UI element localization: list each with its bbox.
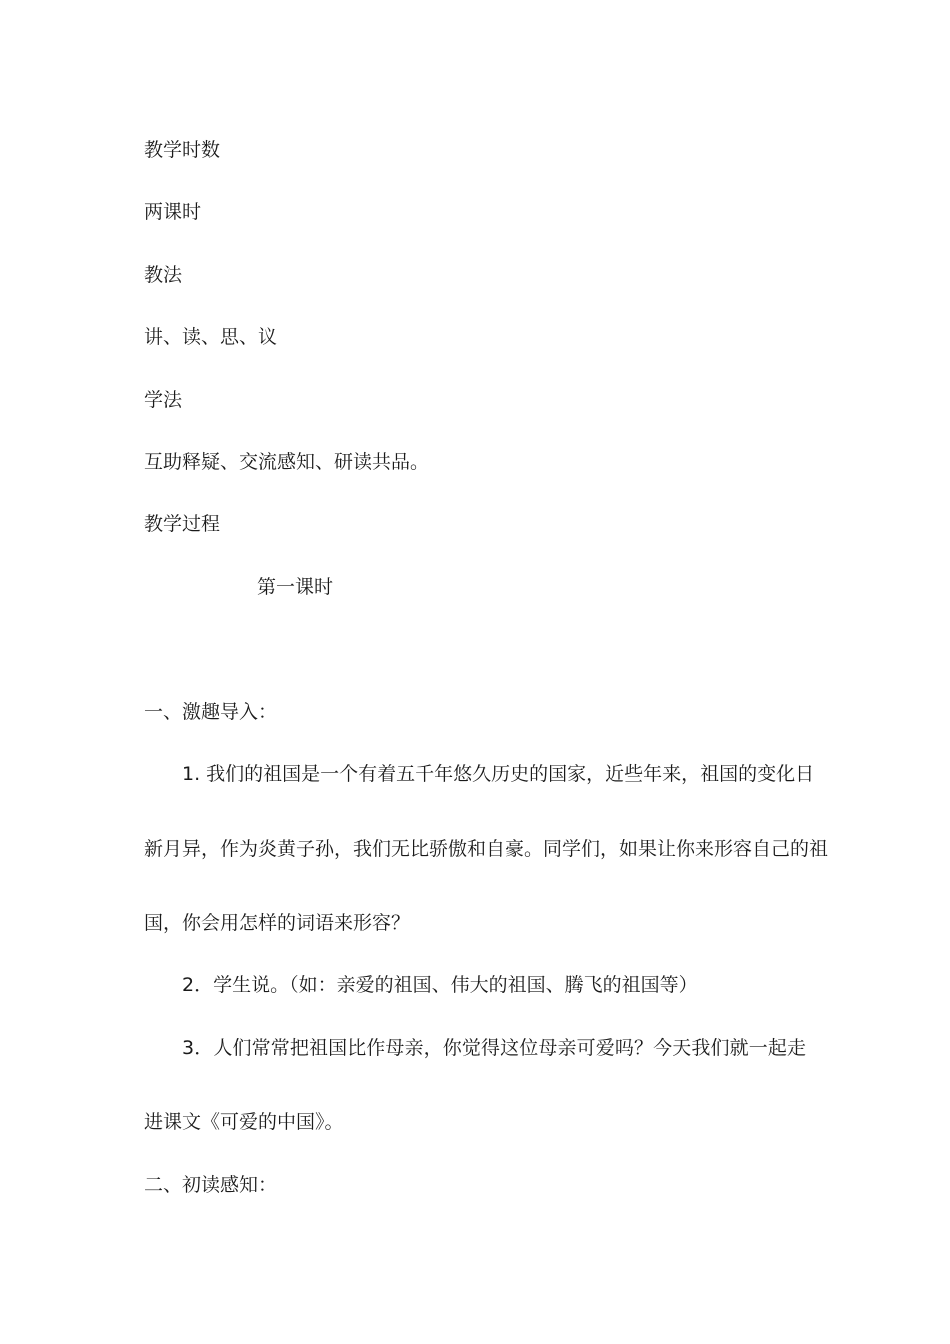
section-heading-intro: 一、激趣导入：	[144, 701, 278, 723]
heading-first-lesson: 第一课时	[257, 576, 334, 598]
paragraph-2: 2．学生说。（如：亲爱的祖国、伟大的祖国、腾飞的祖国等）	[182, 974, 698, 996]
heading-teaching-hours: 教学时数	[144, 139, 221, 161]
paragraph-1-line-1: 1. 我们的祖国是一个有着五千年悠久历史的国家，近些年来，祖国的变化日	[182, 763, 815, 785]
paragraph-1-line-2: 新月异，作为炎黄子孙，我们无比骄傲和自豪。同学们，如果让你来形容自己的祖	[144, 838, 829, 860]
heading-teaching-method: 教法	[144, 264, 183, 286]
heading-teaching-process: 教学过程	[144, 513, 221, 535]
text-learning-method: 互助释疑、交流感知、研读共品。	[144, 451, 430, 473]
paragraph-3-line-1: 3．人们常常把祖国比作母亲，你觉得这位母亲可爱吗？今天我们就一起走	[182, 1037, 806, 1059]
text-teaching-method: 讲、读、思、议	[144, 326, 278, 348]
paragraph-1-line-3: 国，你会用怎样的词语来形容？	[144, 912, 411, 934]
text-two-lessons: 两课时	[144, 201, 202, 223]
heading-learning-method: 学法	[144, 389, 183, 411]
paragraph-3-line-2: 进课文《可爱的中国》。	[144, 1111, 344, 1133]
section-heading-first-reading: 二、初读感知：	[144, 1174, 278, 1196]
